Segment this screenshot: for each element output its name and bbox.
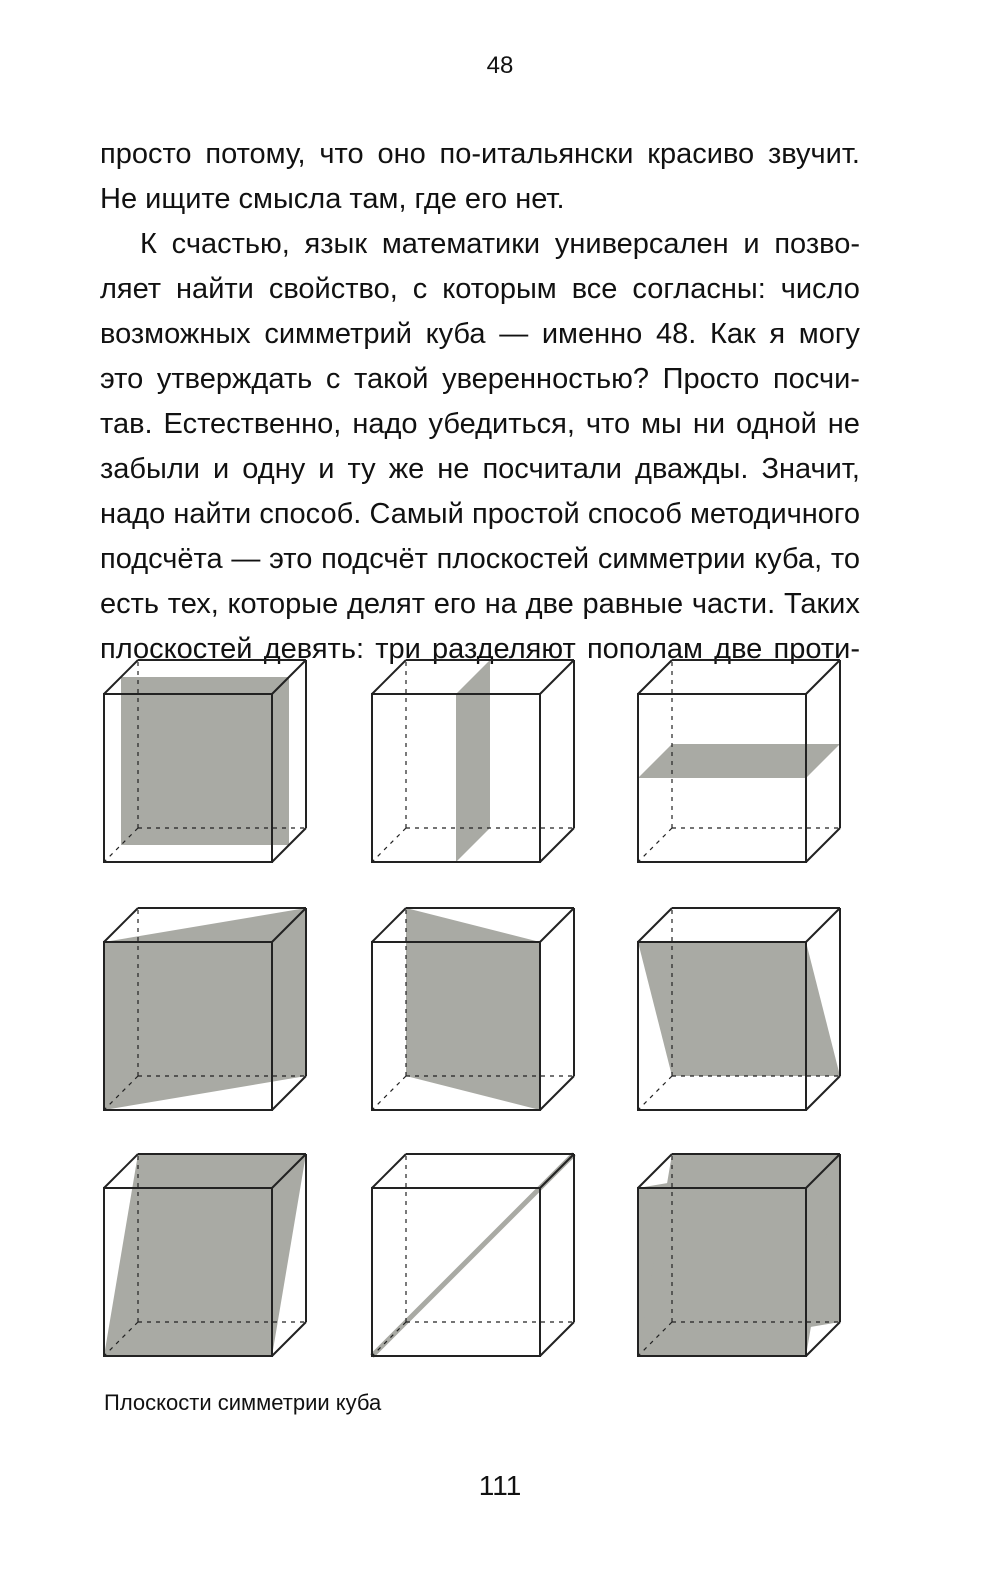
cube-3 [638, 660, 840, 862]
figure-caption: Плоскости симметрии куба [104, 1390, 382, 1415]
cube-4 [104, 908, 306, 1110]
text-line: подсчёта — это подсчёт плоскостей симметрии куба, то [100, 543, 860, 575]
cube-symmetry-figure [96, 650, 856, 1370]
body-text [100, 132, 860, 672]
text-line: есть тех, которые делят его на две равные части. Таких [100, 588, 860, 620]
cube-edge [806, 908, 840, 942]
cube-edge [806, 1076, 840, 1110]
text-line: плоскостей девять: три разделяют пополам две проти- [100, 633, 860, 665]
text-line: Не ищите смысла там, где его нет. [100, 183, 565, 215]
symmetry-plane [406, 908, 540, 1110]
cube-5 [372, 908, 574, 1110]
text-line: ляет найти свойство, с которым все согласны: число [100, 273, 860, 305]
chapter-number: 48 [486, 52, 514, 79]
cube-edge [638, 660, 672, 694]
text-line: это утверждать с такой уверенностью? Просто посчи- [100, 363, 860, 395]
cube-edge [540, 1322, 574, 1356]
cube-9 [638, 1154, 840, 1356]
cube-edge [372, 660, 406, 694]
symmetry-plane [456, 660, 490, 862]
cubes-diagram [96, 650, 856, 1370]
text-line: возможных симметрий куба — именно 48. Как я могу [100, 318, 860, 350]
text-line: надо найти способ. Самый простой способ методичного [100, 498, 860, 530]
cube-edge [540, 660, 574, 694]
cube-edge [372, 1154, 406, 1188]
text-line: забыли и одну и ту же не посчитали дважды. Значит, [100, 453, 860, 485]
cube-2 [372, 660, 574, 862]
cube-edge [806, 660, 840, 694]
cube-edge [272, 1076, 306, 1110]
cube-edge [104, 1154, 138, 1188]
text-line: К счастью, язык математики универсален и позво- [140, 228, 860, 260]
hidden-edge [372, 828, 406, 862]
cube-edge [806, 1322, 840, 1356]
cube-edge [638, 1154, 672, 1188]
text-line: тав. Естественно, надо убедиться, что мы ни одной не [100, 408, 860, 440]
cube-edge [272, 1322, 306, 1356]
cube-edge [372, 908, 406, 942]
symmetry-plane [121, 677, 289, 845]
cube-1 [104, 660, 306, 862]
page-number: 111 [478, 1470, 522, 1501]
cube-edge [806, 828, 840, 862]
cube-edge [540, 1154, 574, 1188]
hidden-edge [638, 1076, 672, 1110]
cube-6 [638, 908, 840, 1110]
symmetry-plane [638, 942, 840, 1076]
cube-edge [540, 828, 574, 862]
cube-8 [372, 1154, 574, 1356]
cube-edge [540, 908, 574, 942]
hidden-edge [638, 828, 672, 862]
text-line: просто потому, что оно по-итальянски красиво звучит. [100, 138, 860, 170]
cube-edge [540, 1076, 574, 1110]
hidden-edge [372, 1076, 406, 1110]
cube-7 [104, 1154, 306, 1356]
cube-edge [104, 908, 138, 942]
symmetry-plane [638, 744, 840, 778]
cube-edge [638, 908, 672, 942]
